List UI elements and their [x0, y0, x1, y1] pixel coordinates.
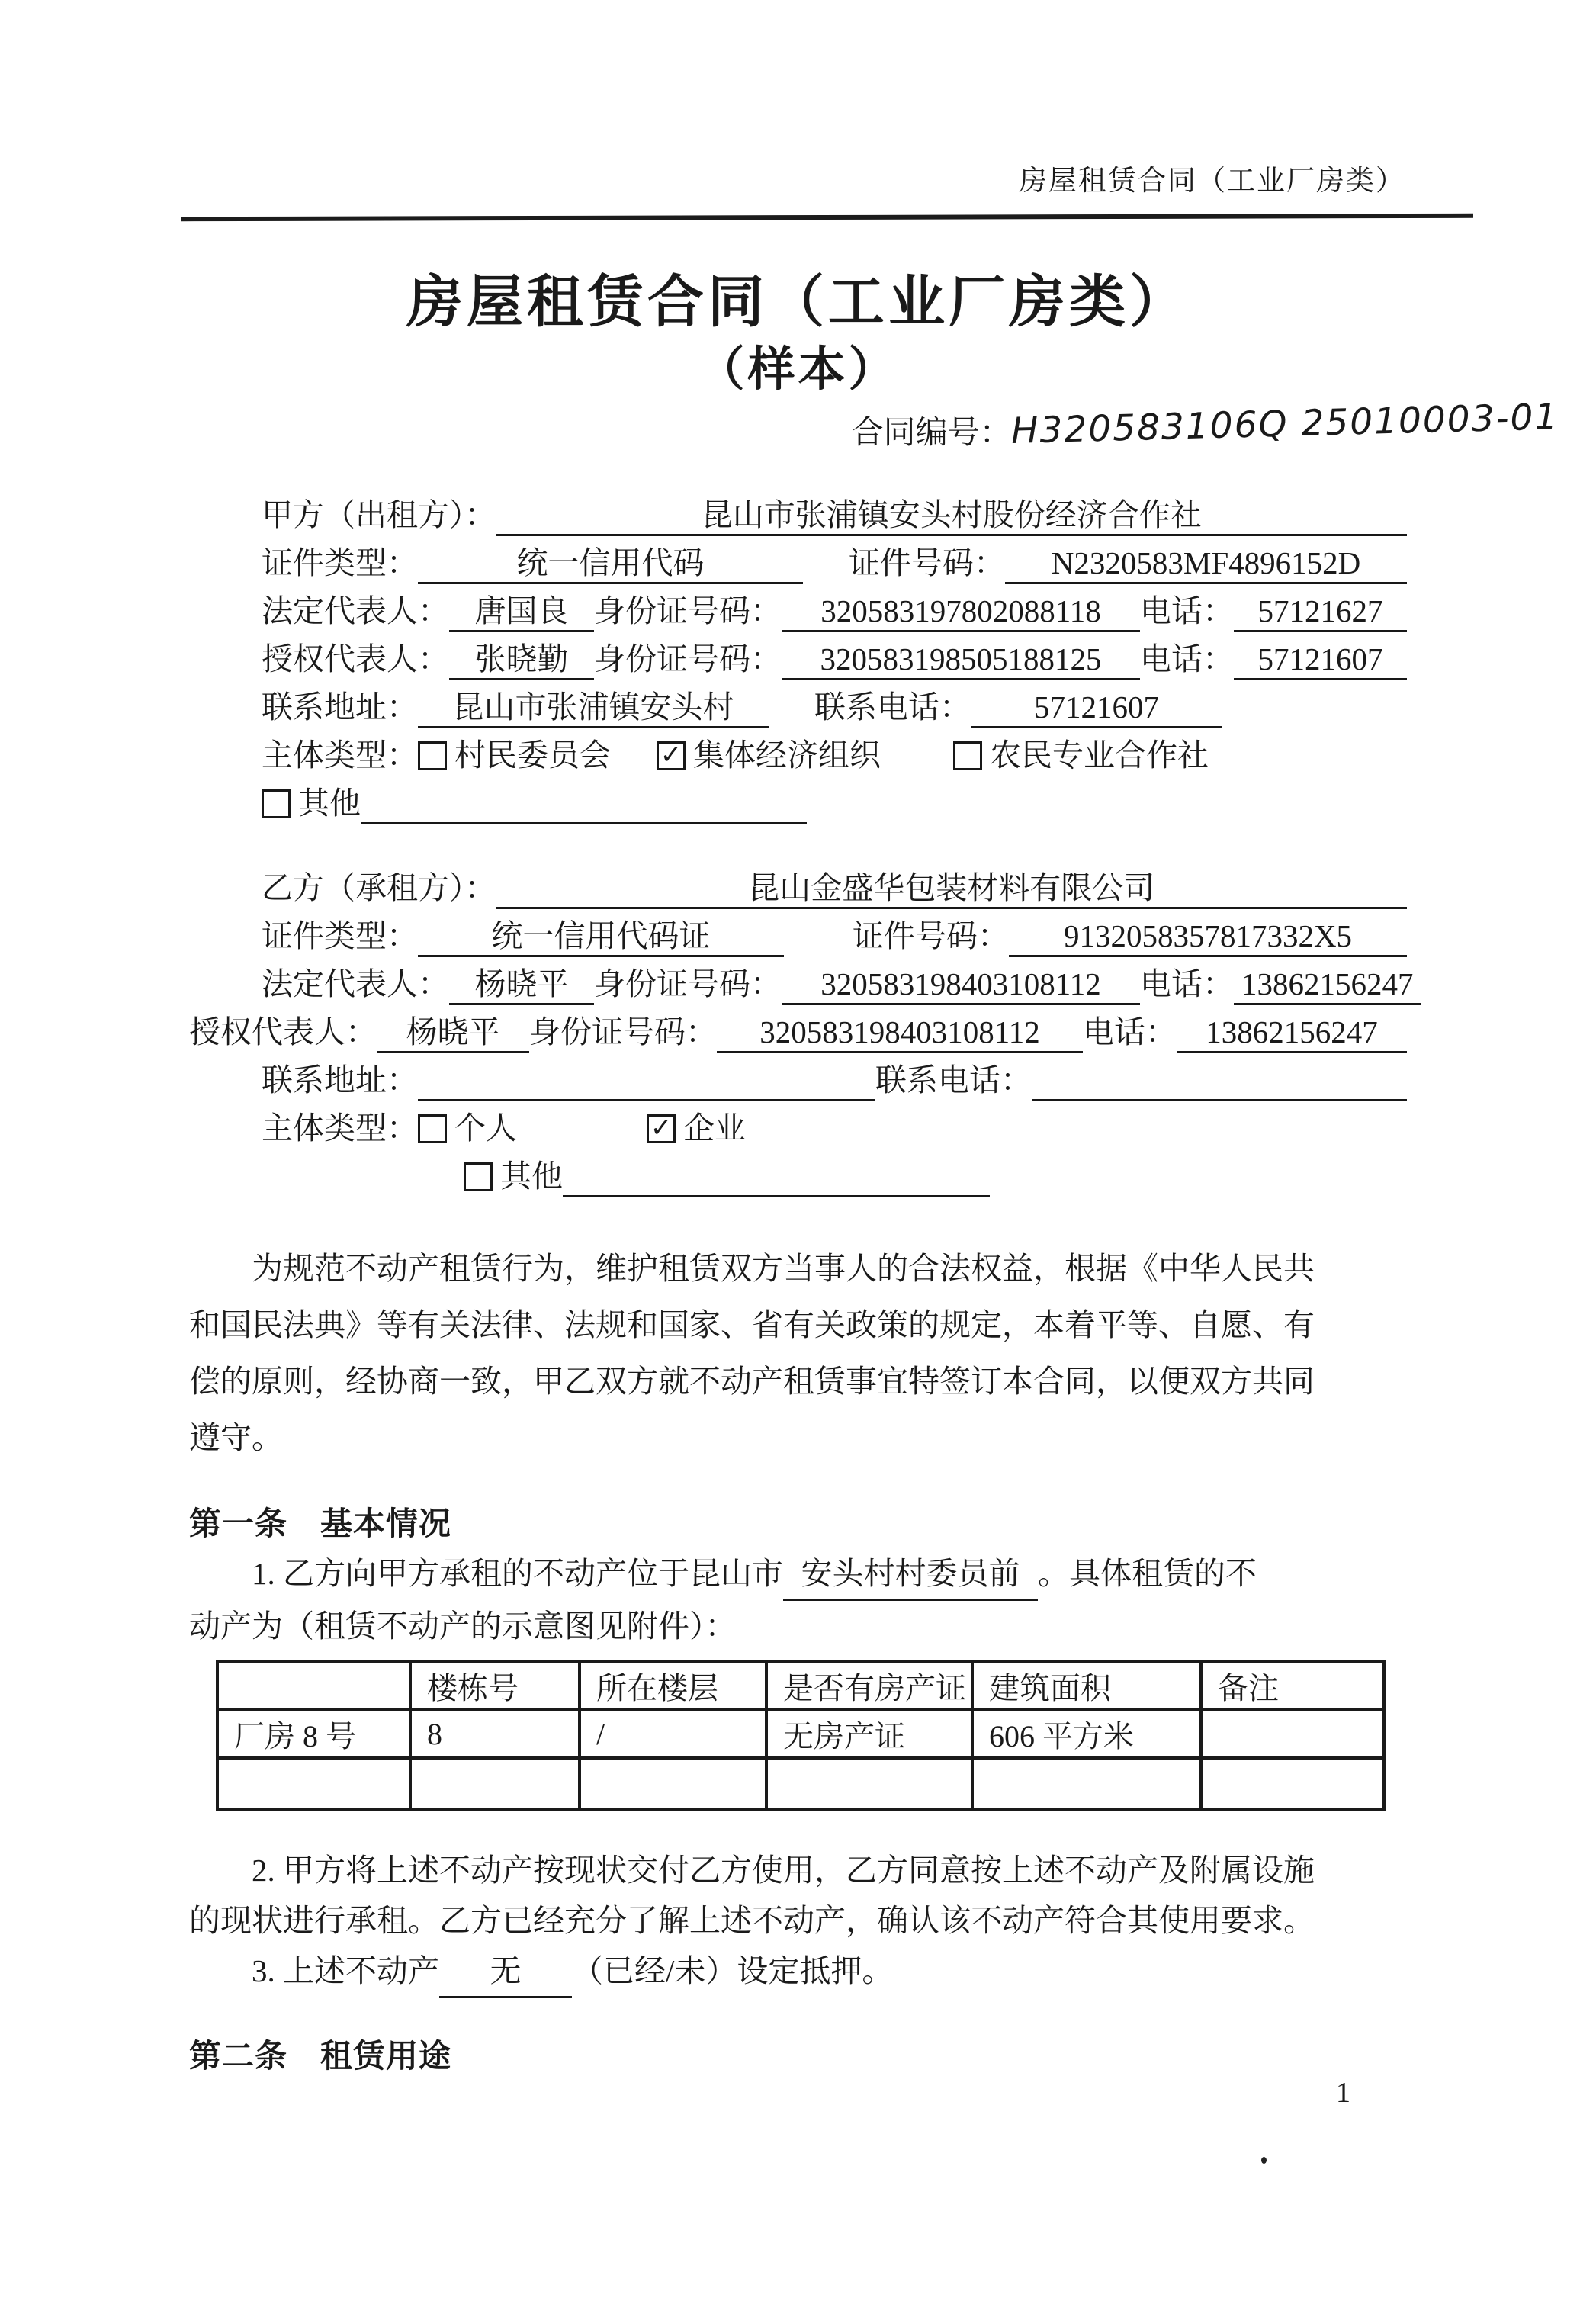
item1-prefix: 1. 乙方向甲方承租的不动产位于昆山市: [252, 1556, 783, 1591]
header-cell-area: 建筑面积: [972, 1662, 1201, 1709]
item3-prefix: 3. 上述不动产: [252, 1953, 439, 1988]
running-header: 房屋租赁合同（工业厂房类）: [1019, 166, 1405, 197]
party-b-cert-no-label: 证件号码：: [853, 918, 1009, 953]
party-a-legal-tel-label: 电话：: [1140, 593, 1234, 628]
party-a-cert-no-field: N2320583MF4896152D: [1005, 542, 1407, 584]
option-enterprise: 企业: [683, 1110, 746, 1146]
checkbox-party-b-other: [464, 1162, 493, 1191]
party-b-other-label: 其他: [500, 1159, 563, 1194]
party-b-auth-id-field: 320583198403108112: [717, 1011, 1083, 1053]
option-individual: 个人: [454, 1110, 517, 1146]
party-a-contact-tel-field: 57121607: [971, 686, 1222, 728]
header-cell-floor: 所在楼层: [580, 1662, 766, 1709]
page-title: 房屋租赁合同（工业厂房类）: [406, 270, 1190, 333]
estate-table-row: [217, 1758, 1384, 1810]
preamble-line: 偿的原则，经协商一致，甲乙双方就不动产租赁事宜特签订本合同，以便双方共同: [189, 1364, 1315, 1399]
estate-table-header-row: [217, 1662, 1384, 1709]
party-b-subject-type-label: 主体类型：: [262, 1110, 418, 1146]
party-a-name-line: [262, 488, 1407, 536]
party-a-legal-rep-field: 唐国良: [449, 590, 594, 632]
party-a-legal-rep-label: 法定代表人：: [262, 593, 449, 628]
cell-remark: [1201, 1709, 1384, 1758]
party-b-other-field: [563, 1155, 990, 1197]
party-a-other-label: 其他: [298, 786, 361, 821]
party-a-auth-rep-label: 授权代表人：: [262, 641, 449, 677]
header-cell-has-cert: 是否有房产证: [766, 1662, 972, 1709]
checkbox-individual: [418, 1114, 447, 1143]
section2-heading: 第二条 租赁用途: [189, 2039, 452, 2075]
party-a-contact-tel-label: 联系电话：: [814, 689, 971, 725]
party-b-auth-tel-label: 电话：: [1083, 1014, 1177, 1049]
option-village-committee: 村民委员会: [454, 738, 611, 773]
party-a-auth-tel-field: 57121607: [1234, 638, 1407, 680]
header-cell-remark: 备注: [1201, 1662, 1384, 1709]
party-b-name-field: 昆山金盛华包装材料有限公司: [496, 866, 1408, 909]
party-a-auth-id-label: 身份证号码：: [594, 641, 782, 677]
party-a-address-label: 联系地址：: [262, 689, 418, 725]
cell-has-cert: [766, 1758, 972, 1810]
contract-number-label: 合同编号：: [851, 416, 1012, 451]
section1-item3: [189, 1946, 1407, 1998]
cell-building-no: 8: [410, 1709, 580, 1758]
cell-has-cert: 无房产证: [766, 1709, 972, 1758]
party-a-legal-tel-field: 57121627: [1234, 590, 1407, 632]
item3-mortgage-field: 无: [439, 1946, 572, 1998]
page-subtitle: （样本）: [697, 343, 899, 396]
estate-table: [216, 1660, 1386, 1811]
checkbox-enterprise: ✓: [647, 1114, 676, 1143]
party-b-legal-tel-label: 电话：: [1140, 966, 1234, 1001]
checkbox-collective-economy: ✓: [657, 741, 686, 770]
party-b-auth-id-label: 身份证号码：: [529, 1014, 717, 1049]
section1-item1-line2: 动产为（租赁不动产的示意图见附件）：: [189, 1609, 737, 1644]
party-b-auth-tel-field: 13862156247: [1177, 1011, 1407, 1053]
party-a-legal-id-field: 320583197802088118: [782, 590, 1140, 632]
party-b-contact-tel-label: 联系电话：: [875, 1062, 1032, 1098]
item1-location-field: 安头村村委员前: [783, 1548, 1038, 1601]
cell-premise-name: [217, 1758, 410, 1810]
party-b-legal-id-field: 320583198403108112: [782, 963, 1140, 1005]
party-a-subject-type-label: 主体类型：: [262, 738, 418, 773]
party-b-auth-rep-label: 授权代表人：: [189, 1014, 377, 1049]
party-b-other-line: [464, 1149, 1407, 1197]
section1-item2-line2: 的现状进行承租。乙方已经充分了解上述不动产，确认该不动产符合其使用要求。: [189, 1903, 1315, 1938]
preamble-line: 遵守。: [189, 1420, 283, 1455]
party-a-block: [189, 488, 1407, 824]
party-b-cert-type-field: 统一信用代码证: [418, 914, 784, 957]
contract-number: [189, 396, 1559, 456]
cell-premise-name: 厂房 8 号: [217, 1709, 410, 1758]
party-b-contact-tel-field: [1032, 1059, 1407, 1101]
cell-floor: /: [580, 1709, 766, 1758]
party-b-legal-rep-line: [262, 957, 1414, 1005]
party-a-auth-tel-label: 电话：: [1140, 641, 1234, 677]
ink-dot-artifact: [1261, 2157, 1267, 2164]
item3-suffix: （已经/未）设定抵押。: [572, 1953, 894, 1988]
party-a-name-field: 昆山市张浦镇安头村股份经济合作社: [496, 493, 1408, 536]
party-a-cert-type-field: 统一信用代码: [418, 542, 803, 584]
party-b-cert-line: [262, 909, 1407, 957]
party-b-cert-type-label: 证件类型：: [262, 918, 418, 953]
party-a-other-line: [262, 776, 1407, 824]
party-b-legal-tel-field: 13862156247: [1234, 963, 1421, 1005]
party-a-name-label: 甲方（出租方）：: [262, 497, 496, 532]
party-b-legal-rep-label: 法定代表人：: [262, 966, 449, 1001]
option-farmer-coop: 农民专业合作社: [990, 738, 1209, 773]
party-a-auth-rep-line: [262, 632, 1407, 680]
party-a-auth-id-field: 320583198505188125: [782, 638, 1140, 680]
party-b-name-label: 乙方（承租方）：: [262, 870, 496, 905]
cell-floor: [580, 1758, 766, 1810]
party-b-address-label: 联系地址：: [262, 1062, 418, 1098]
checkbox-farmer-coop: [953, 741, 982, 770]
party-b-auth-rep-line: [189, 1005, 1407, 1053]
section1-item1-line1: [189, 1548, 1407, 1601]
party-b-legal-id-label: 身份证号码：: [594, 966, 782, 1001]
party-a-legal-rep-line: [262, 584, 1407, 632]
estate-table-row: [217, 1709, 1384, 1758]
party-a-address-line: [262, 680, 1407, 728]
page-content: [189, 252, 1559, 2081]
party-b-subject-type-line: [262, 1101, 1407, 1149]
party-a-other-field: [361, 782, 807, 824]
preamble-line: 为规范不动产租赁行为，维护租赁双方当事人的合法权益，根据《中华人民共: [252, 1251, 1315, 1286]
party-a-cert-type-label: 证件类型：: [262, 545, 418, 580]
party-b-block: [189, 861, 1414, 1197]
party-b-auth-rep-field: 杨晓平: [377, 1011, 529, 1053]
party-a-address-field: 昆山市张浦镇安头村: [418, 686, 769, 728]
cell-area: [972, 1758, 1201, 1810]
header-rule: [181, 214, 1473, 221]
page-number: 1: [1336, 2077, 1350, 2109]
header-cell-building-no: 楼栋号: [410, 1662, 580, 1709]
checkbox-party-a-other: [262, 789, 291, 818]
header-cell-blank: [217, 1662, 410, 1709]
preamble-paragraph: [189, 1240, 1407, 1466]
contract-number-value: H320583106Q 25010003-01: [1010, 396, 1559, 453]
party-a-cert-no-label: 证件号码：: [849, 545, 1005, 580]
party-b-cert-no-field: 9132058357817332X5: [1009, 914, 1407, 957]
party-b-address-field: [418, 1059, 875, 1101]
party-a-cert-line: [262, 536, 1407, 584]
section1-heading: 第一条 基本情况: [189, 1507, 452, 1542]
party-a-auth-rep-field: 张晓勤: [449, 638, 594, 680]
section1-item2-line1: 2. 甲方将上述不动产按现状交付乙方使用，乙方同意按上述不动产及附属设施: [252, 1853, 1315, 1888]
cell-building-no: [410, 1758, 580, 1810]
cell-area: 606 平方米: [972, 1709, 1201, 1758]
party-a-legal-id-label: 身份证号码：: [594, 593, 782, 628]
cell-remark: [1201, 1758, 1384, 1810]
party-b-address-line: [262, 1053, 1407, 1101]
party-b-name-line: [262, 861, 1407, 909]
checkbox-village-committee: [418, 741, 447, 770]
preamble-line: 和国民法典》等有关法律、法规和国家、省有关政策的规定，本着平等、自愿、有: [189, 1307, 1315, 1342]
party-b-legal-rep-field: 杨晓平: [449, 963, 594, 1005]
option-collective-economy: 集体经济组织: [693, 738, 881, 773]
party-a-subject-type-line: [262, 728, 1407, 776]
item1-suffix: 。具体租赁的不: [1038, 1556, 1257, 1591]
